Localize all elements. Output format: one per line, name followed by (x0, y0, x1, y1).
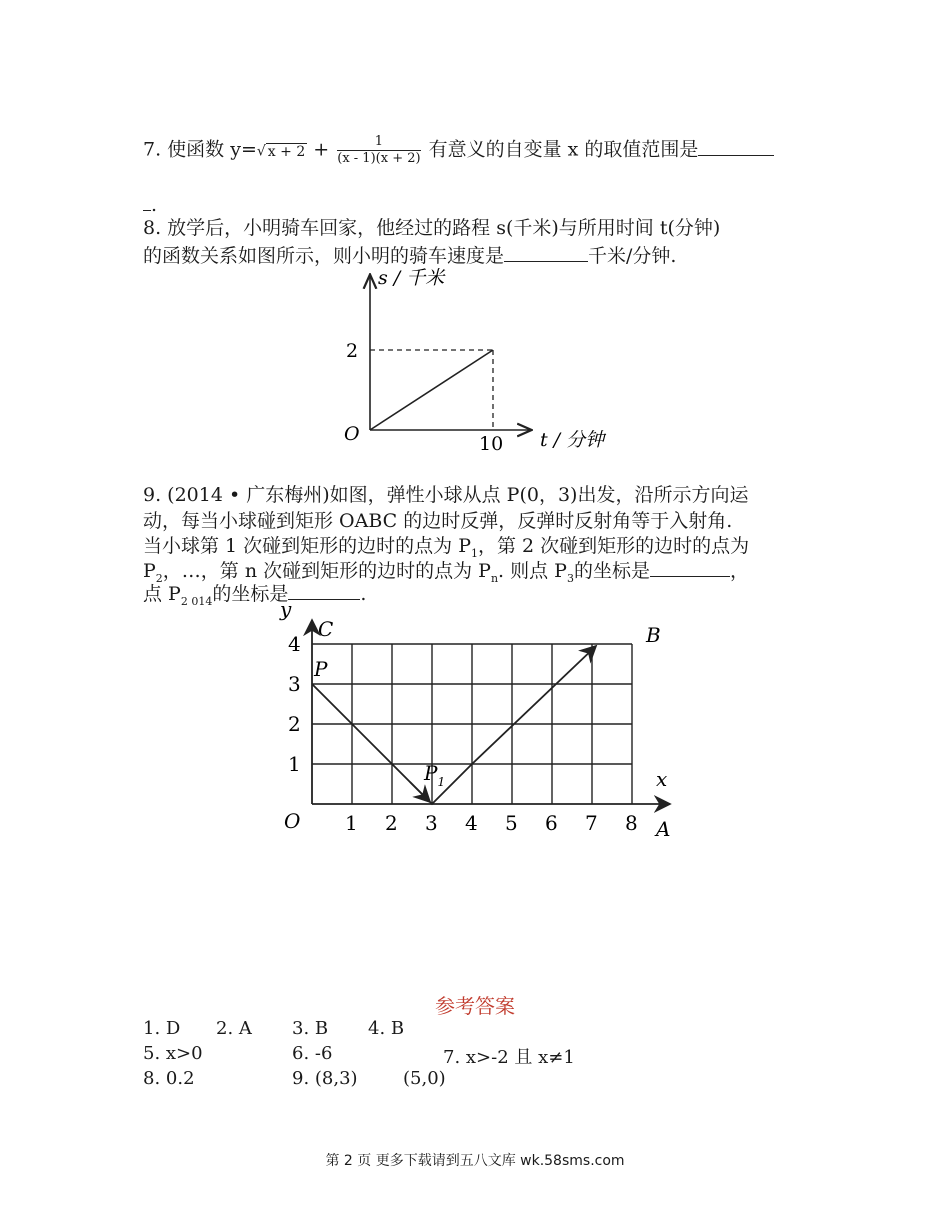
answer-8: 8. 0.2 (143, 1068, 195, 1089)
y-tick-label: 2 (346, 340, 359, 362)
answer-3: 3. B (292, 1018, 329, 1039)
distance-line (370, 350, 493, 430)
answer-blank (504, 243, 588, 262)
sqrt-expression: √ x + 2 (256, 143, 306, 160)
y-axis-label: y (280, 598, 292, 621)
ball-path-arrow-up (472, 646, 596, 764)
q9-line-1: 9. (2014 • 广东梅州)如图，弹性小球从点 P(0，3)出发，沿所示方向运 (143, 484, 749, 506)
fraction (337, 134, 420, 167)
point-p1-label: $P_1$ (424, 761, 446, 789)
y-tick-label: 3 (288, 672, 301, 696)
q7-plus: + (313, 138, 330, 161)
q9-line-5: 点 $P_{2 014}$的坐标是 . (143, 583, 367, 608)
bounce-grid-graph (270, 598, 690, 846)
ball-path-arrow-down (410, 782, 430, 802)
q7-suffix: 有意义的自变量 x 的取值范围是 (428, 138, 699, 161)
answer-5: 5. x>0 (143, 1043, 203, 1064)
origin-label: O (284, 809, 301, 833)
y-tick-label: 4 (288, 632, 301, 656)
q8-line-1: 8. 放学后，小明骑车回家，他经过的路程 s(千米)与所用时间 t(分钟) (143, 217, 721, 239)
grid-lines (312, 644, 632, 804)
x-tick-label: 10 (479, 433, 504, 455)
origin-label: O (344, 423, 360, 445)
x-tick-label: 3 (425, 811, 438, 835)
answer-blank (650, 558, 730, 577)
answer-6: 6. -6 (292, 1043, 333, 1064)
question-7 (143, 134, 774, 167)
answer-9: 9. (8,3) (292, 1068, 358, 1089)
answer-7: 7. x>-2 且 x≠1 (443, 1047, 575, 1068)
answer-1: 1. D (143, 1018, 181, 1039)
point-p-label: P (314, 657, 328, 681)
x-tick-label: 4 (465, 811, 478, 835)
page-footer: 第 2 页 更多下载请到五八文库 wk.58sms.com (325, 1153, 625, 1169)
answer-9b: (5,0) (403, 1068, 446, 1089)
x-tick-label: 7 (585, 811, 598, 835)
x-tick-label: 5 (505, 811, 518, 835)
distance-time-graph (330, 262, 620, 457)
answers-title: 参考答案 (435, 994, 515, 1018)
answer-blank (143, 192, 151, 211)
point-b-label: B (646, 623, 661, 647)
answer-2: 2. A (216, 1018, 252, 1039)
q9-line-4: $P_2$，…，第 n 次碰到矩形的边时的点为 $P_n$. 则点 $P_3$的坐标是 ， (143, 560, 749, 585)
q9-line-3: 当小球第 1 次碰到矩形的边时的点为 $P_1$，第 2 次碰到矩形的边时的点为 (143, 535, 750, 560)
q9-line-2: 动，每当小球碰到矩形 OABC 的边时反弹，反弹时反射角等于入射角. (143, 510, 733, 532)
q7-prefix: 7. 使函数 y= (143, 138, 257, 161)
fraction-denominator: (x - 1)(x + 2) (337, 151, 421, 166)
x-axis-label: x (656, 767, 668, 791)
q7-tail-line: . (143, 192, 157, 217)
x-tick-label: 6 (545, 811, 558, 835)
q8-line-2: 的函数关系如图所示，则小明的骑车速度是 千米/分钟. (143, 245, 677, 267)
point-a-label: A (656, 817, 671, 841)
y-tick-label: 1 (288, 752, 301, 776)
point-c-label: C (318, 617, 334, 641)
x-tick-label: 1 (345, 811, 358, 835)
y-tick-label: 2 (288, 712, 301, 736)
x-axis-label: t / 分钟 (540, 429, 605, 451)
x-tick-label: 8 (625, 811, 638, 835)
fraction-numerator: 1 (337, 134, 420, 151)
answer-blank (698, 137, 774, 156)
x-tick-label: 2 (385, 811, 398, 835)
answer-4: 4. B (368, 1018, 405, 1039)
y-axis-label: s / 千米 (378, 267, 445, 289)
